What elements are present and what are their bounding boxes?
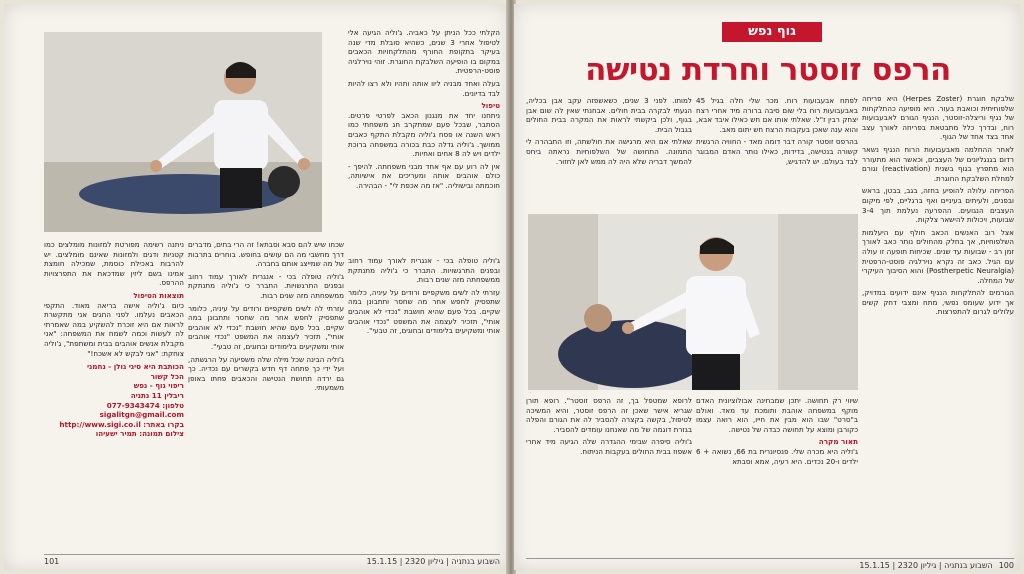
phone: טלפון: 077-9343474	[106, 400, 184, 410]
article-column-right-page-bottom-left	[526, 396, 692, 544]
business-tagline: ריפוי גוף - נפש	[133, 381, 184, 391]
paragraph: שאלתי אם היא מרגישה את חולשתה, וזו התבהרה לי התמונה. התחושה של השלפוחיות נראתה ביחס להמשך דבריה שלא היה לה ממש לאן לחזור.	[526, 137, 692, 166]
paragraph: ניתנה רשימה מפורטת למזונות מומלצים כמו קטניות ודגים ולמזונות שאינם מומלצים. יש להרבות באכילת כוסמת, שמכילה חומצת אמינו בשם ליזין שמדכאת את התפרצויות ההרפס.	[44, 240, 184, 288]
article-column-left-page-mid	[188, 240, 344, 546]
paragraph: ג'וליה טופלה בכי - אנגרית לאורך עמוד רחוב ובפנים התרגשויות. התברר כי ג'וליה מתנתקת ממשפחתה מזה שנים רבות.	[188, 271, 344, 300]
subheading-case: תאור מקרה	[818, 437, 858, 447]
article-column-right-page-bottom-mid	[696, 396, 858, 544]
left-page	[4, 4, 508, 570]
author-signature	[44, 362, 184, 439]
article-column-left-page-right-top	[348, 28, 500, 254]
paragraph: עזרתי לה לשים משקפיים ורודים על עיניה, כלומר שתפסיק לחפש אחר מה שחסר ותתבונן במה שקיים. בכל פעם שהיא חושבת "נכדי לא אוהבים אותי", תזכיר לעצמה את המשפט "נכדי אוהבים אותי ומשקיעים בלימודים ובחוגים, זה טבעי".	[348, 287, 500, 336]
left-page-footer	[44, 554, 500, 566]
website: בקרו באתר: http://www.sigi.co.il	[59, 419, 184, 429]
article-column-right-page-right	[862, 94, 1014, 540]
paragraph: למותו. לפני 3 שנים, כשאשפזה עקב אבן בכליה, הגעתי לבקרה בבית חולים. אבחנתי שאין לה שום אבן בגוף, ולכן ביקשתי לראות את המקרה בבית החולים בגבול הבית.	[526, 96, 692, 134]
treatment-photo-right	[528, 214, 858, 390]
paragraph: הקלתי ככל הניתן על כאביה. ג'וליה הגיעה אלי לטיפול אחרי 3 שנים, כשהיא סובלת מדי שנה בעיקר בתקופת החורף מהתלקחויות הכאבים במקום בו הופיעה השלבקת החוגרת. זוהי נוירלגיה פוסט-הרפטית.	[348, 28, 500, 76]
paragraph: בעלה ואחד מבניה ליוו אותה ותהיו ולא רצו להיות לבד בדיונים.	[348, 78, 500, 98]
treatment-photo-left	[44, 32, 322, 232]
footer-text: השבוע בנתניה | גיליון 2320 | 15.1.15	[859, 561, 993, 570]
paragraph: בהרפס זוסטר קורה דבר דומה מאד - החוויה הרגשית קשורה בנטישה, בדידות, כאילו נותר האדם המבוגר לבד בעולם. יש להדגיש,	[696, 137, 858, 166]
article-column-left-page-left	[44, 240, 184, 550]
paragraph: הגורמים להתלקחות הנגיף אינם ידועים במדויק, אך ידוע שעומס נפשי, מתח ומצבי דחק קשים עלולים לגרום להתפרצות.	[862, 288, 1014, 317]
treatment-illustration-left	[44, 32, 322, 232]
paragraph: שלבקת חוגרת (Herpes Zoster) היא פריחה שלפוחיתית וכואבת בעור. היא מופיעה כהתלקחות של נגיף וריצלה-זוסטר, הנגיף הגורם לאבעבועות רוח, ובדרך כלל מתבטאת בפריחה לאורך עצב אחד בצד אחד של הגוף.	[862, 94, 1014, 142]
subheading-treatment: טיפול	[481, 101, 500, 111]
section-tag: גוף נפש	[722, 22, 822, 42]
article-column-left-page-far-right-lower	[348, 256, 500, 546]
article-column-right-page-left-top	[526, 96, 692, 208]
paragraph: לאחר ההחלמה מאבעבועות הרוח הנגיף נשאר רדום בגנגליונים של העצבים, וכאשר הוא מתעורר הוא מתפרץ בגוף בשנית (reactivation) וגורם למחלת השלבקת החוגרת.	[862, 144, 1014, 183]
paragraph: לפתח אבעבועות רוח. מכר שלי חלה בגיל 45 באבעבועות רוח בלי שום סיבה ברורה מיד אחרי רצח יצחק רבין ז"ל. שאלתי אותו אם חש כאילו איבד אבא, והוא ענה שאכן בעקבות הרצח חש יתום מאב.	[696, 96, 858, 134]
paragraph: כיום ג'וליה אישה בריאה מאוד. התקפי הכאבים נעלמו. לפני החגים אני מתקשרת לראות אם היא זוכרת להשקיע במה שאמרתי לה לעשות וכמה לשמח את המשפחה: "אני מקבלת אנשים אוהבים בבית ומשתפת", ג'וליה צוחקת: "אני לבקש לא אשכח!"	[44, 300, 184, 358]
paragraph: ג'וליה טופלה בכי - אנגרית לאורך עמוד רחוב ובפנים התרגשויות. התברר כי ג'וליה מתנתקת ממשפחתה מזה שנים רבות.	[348, 256, 500, 285]
paragraph: ג'וליה היא מכרה שלי. פנסיונרית בת 66, נשואה + 6 ילדים ו-20 נכדים. היא רעיה, אמא וסבתא	[696, 446, 858, 466]
article-column-right-page-mid-top	[696, 96, 858, 208]
paragraph: ניתחנו יחד את מנגנון הכאב לפרטי פרטים. הסתבר, שבכל פעם שמתקרב חג משפחתי כמו ראש השנה או פסח ג'וליה מקבלת התקף כאבים ממושך. ג'וליה גדלה כבת בכורה במשפחה ברוכת ילדים ויש לה 8 אחים ואחיות.	[348, 110, 500, 159]
treatment-illustration-right	[528, 214, 858, 390]
photo-caption	[530, 392, 531, 393]
email: sigalitgn@gmail.com	[99, 410, 184, 420]
article-headline: הרפס זוסטר וחרדת נטישה	[585, 52, 951, 88]
right-page-footer	[526, 558, 1014, 570]
paragraph: הפריחה עלולה להופיע בחזה, בגב, בבטן, בראש ובפנים, ולעיתים בעיניים ואף ברגליים, לפי מיקום העצבים הנגועים. ההפרעה נעלמת תוך 3-4 שבועות, ויכולות להישאר צלקות.	[862, 186, 1014, 225]
address: ריבלין 11 נתניה	[130, 390, 184, 400]
paragraph: עזרתי לה לשים משקפיים ורודים על עיניה, כלומר שתפסיק לחפש אחר מה שחסר ותתבונן במה שקיים. בכל פעם שהיא חושבת "נכדי לא אוהבים אותי", תזכיר לעצמה את המשפט "נכדי אוהבים אותי ומשקיעים בלימודים ובחוגים, זה טבעי".	[188, 303, 344, 351]
subheading-results: תוצאות הטיפול	[133, 290, 184, 300]
paragraph: שכחו שיש להם סבא וסבתא! זה הרי בתים, מדברים דרך מחשבי מה הם עושים בחופש. בוחרים בתרבות של מה שמייצג אותם בחברה.	[188, 240, 344, 269]
paragraph: ג'וליה סיפרה שבימי ההגדרה שלה הגיעה מיד אחרי אשפוז בבית החולים בעקבות הניתוח.	[526, 437, 692, 456]
paragraph: שיווי רק תחושה. יתכן שמבחינה אבולוציונית האדם מוקף במשפחה אוהבת ותומכת עד מאד. ואולם ב"סרט" שבו הוא מבין את חייו, הוא רואה עצמו כקורבן ומוצא על תחושה כבדה של נטישה.	[696, 396, 858, 434]
business-name: הכל קשור	[150, 371, 184, 381]
paragraph: אצל רוב האנשים הכאב חולף עם היעלמות השלפוחיות, אך בחלק מהחולים נותר כאב לאורך זמן רב - שבועות עד שנים. שכיחות תופעה זו עולה עם הגיל. כאב זה נקרא נוירלגיה פוסט-הרפטית (Postherpetic Neuralgia) והוא הסיבוך העיקרי של המחלה.	[862, 227, 1014, 285]
footer-text: השבוע בנתניה | גיליון 2320 | 15.1.15	[366, 557, 500, 566]
page-number: 100	[998, 561, 1014, 570]
author-line: הכותבת היא סיגי גולן - נחמני	[86, 362, 184, 372]
page-number: 101	[44, 557, 60, 566]
photo-credit: צילום תמונה: תמיר ישעיהו	[95, 429, 184, 439]
paragraph: אין לה רוע עם אף אחד מבני משפחתה. להיפך - כולם אוהבים אותה ומעריכים את אישיותה, חוכמתה ובישוליה. "אז מה אכפת לי" - הבהירה.	[348, 161, 500, 190]
paragraph: לרופא שמטפל בך, זה הרפס זוסטר". רופא תורן שגריא אישר שאכן זה הרפס זוסטר, והיא המשיכה לטיפול, בקשה בקצרה להסביר לה את הגורם והפלה בגזרת דוגמה של מה שאנחנו עומדים להסביר.	[526, 396, 692, 434]
paragraph: ג'וליה הבינה שכל מילה שלה משפיעה על הרגשתה, ועל ידי כך פתחה דף חדש בקשרים עם נכדיה. כך גם ירדה תחושת הנטישה והכאבים פחתו באופן משמעותי.	[188, 354, 344, 393]
